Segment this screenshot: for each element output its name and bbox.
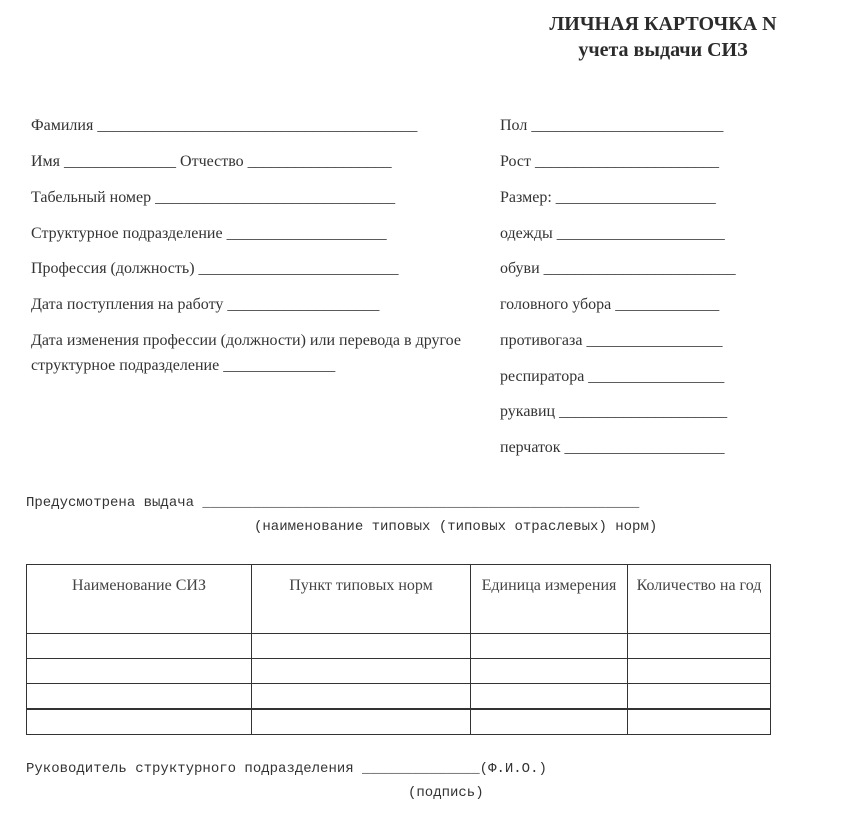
card-title: ЛИЧНАЯ КАРТОЧКА N <box>549 13 777 35</box>
profession-field[interactable]: Профессия (должность) _________________________ <box>31 260 399 277</box>
table-cell[interactable] <box>252 634 471 659</box>
table-cell[interactable] <box>27 709 252 735</box>
card-subtitle: учета выдачи СИЗ <box>578 39 748 61</box>
table-cell[interactable] <box>471 634 628 659</box>
signature-caption: (подпись) <box>408 785 484 801</box>
table-cell[interactable] <box>27 659 252 684</box>
table-cell[interactable] <box>628 709 771 735</box>
table-cell[interactable] <box>471 709 628 735</box>
table-cell[interactable] <box>471 684 628 710</box>
table-cell[interactable] <box>628 684 771 710</box>
header-siz-name: Наименование СИЗ <box>27 565 252 634</box>
table-cell[interactable] <box>252 684 471 710</box>
department-field[interactable]: Структурное подразделение ____________________ <box>31 225 387 242</box>
table-row <box>27 659 771 684</box>
table-row <box>27 684 771 710</box>
clothes-size-field[interactable]: одежды _____________________ <box>500 225 725 242</box>
respirator-size-field[interactable]: респиратора _________________ <box>500 368 725 385</box>
siz-table <box>26 564 771 735</box>
name-patronymic-field[interactable]: Имя ______________ Отчество __________________ <box>31 153 392 170</box>
table-row <box>27 634 771 659</box>
size-field[interactable]: Размер: ____________________ <box>500 189 716 206</box>
mittens-size-field[interactable]: рукавиц _____________________ <box>500 403 728 420</box>
issuance-line[interactable]: Предусмотрена выдача ____________________________________________________ <box>26 495 640 511</box>
table-cell[interactable] <box>27 684 252 710</box>
start-date-field[interactable]: Дата поступления на работу ___________________ <box>31 296 380 313</box>
table-cell[interactable] <box>252 709 471 735</box>
gloves-size-field[interactable]: перчаток ____________________ <box>500 439 725 456</box>
header-unit: Единица измерения <box>471 565 628 634</box>
table-row <box>27 709 771 735</box>
tab-number-field[interactable]: Табельный номер ______________________________ <box>31 189 396 206</box>
change-date-field[interactable]: Дата изменения профессии (должности) или перевода в другое структурное подразделение ______________ <box>31 332 461 374</box>
headwear-size-field[interactable]: головного убора _____________ <box>500 296 720 313</box>
surname-field[interactable]: Фамилия ________________________________________ <box>31 117 418 134</box>
table-cell[interactable] <box>628 634 771 659</box>
issuance-caption: (наименование типовых (типовых отраслевых) норм) <box>254 519 658 535</box>
shoes-size-field[interactable]: обуви ________________________ <box>500 260 736 277</box>
table-cell[interactable] <box>628 659 771 684</box>
table-cell[interactable] <box>471 659 628 684</box>
header-quantity: Количество на год <box>628 565 771 634</box>
header-norm-item: Пункт типовых норм <box>252 565 471 634</box>
table-header-row <box>27 565 771 634</box>
height-field[interactable]: Рост _______________________ <box>500 153 719 170</box>
sex-field[interactable]: Пол ________________________ <box>500 117 724 134</box>
table-cell[interactable] <box>27 634 252 659</box>
table-cell[interactable] <box>252 659 471 684</box>
gas-mask-size-field[interactable]: противогаза _________________ <box>500 332 723 349</box>
signature-line[interactable]: Руководитель структурного подразделения ______________(Ф.И.О.) <box>26 761 547 777</box>
